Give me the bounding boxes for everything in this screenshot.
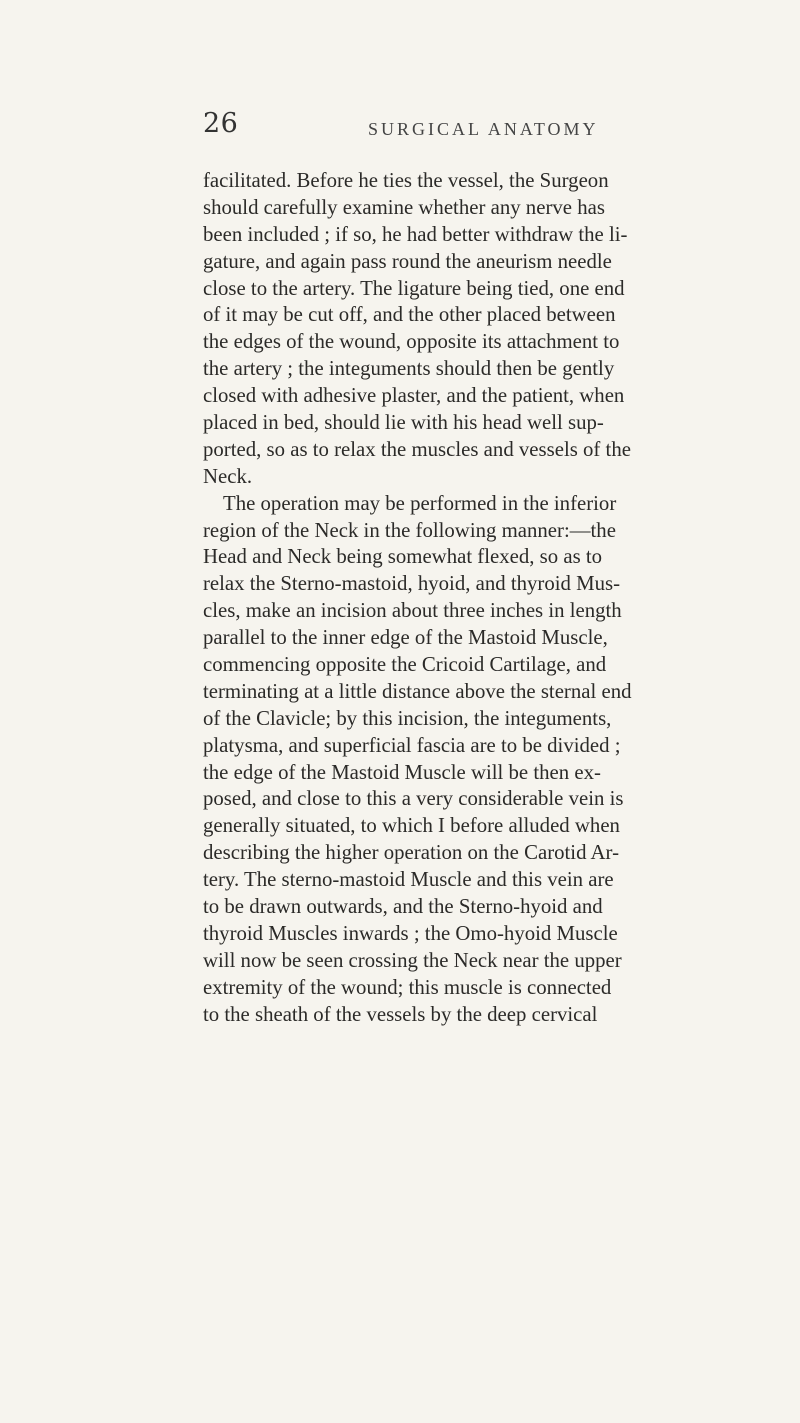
text-line: platysma, and superficial fascia are to be divided ; <box>203 733 621 757</box>
text-line: close to the artery. The ligature being tied, one end <box>203 276 625 300</box>
text-line: facilitated. Before he ties the vessel, the Surgeon <box>203 169 609 192</box>
text-line: describing the higher operation on the Carotid Ar- <box>203 841 619 865</box>
text-line: commencing opposite the Cricoid Cartilage, and <box>203 653 607 677</box>
body-text <box>203 168 800 1029</box>
text-line: closed with adhesive plaster, and the patient, when <box>203 384 625 408</box>
text-line: extremity of the wound; this muscle is connected <box>203 975 612 999</box>
text-line: relax the Sterno-mastoid, hyoid, and thyroid Mus- <box>203 572 621 596</box>
text-line: posed, and close to this a very considerable vein is <box>203 787 624 811</box>
text-line: generally situated, to which I before alluded when <box>203 814 620 838</box>
text-line: to be drawn outwards, and the Sterno-hyoid and <box>203 895 603 919</box>
text-line: cles, make an incision about three inches in length <box>203 599 622 623</box>
text-line: the edge of the Mastoid Muscle will be then ex- <box>203 760 601 784</box>
text-line: placed in bed, should lie with his head well sup- <box>203 411 604 435</box>
text-line: tery. The sterno-mastoid Muscle and this vein are <box>203 868 614 892</box>
running-head: SURGICAL ANATOMY <box>368 119 599 139</box>
text-line: should carefully examine whether any nerve has <box>203 195 605 219</box>
text-line: been included ; if so, he had better withdraw the li- <box>203 222 628 246</box>
text-line: Neck. <box>203 464 253 488</box>
text-line: ported, so as to relax the muscles and vessels of the <box>203 437 631 461</box>
text-line: parallel to the inner edge of the Mastoid Muscle, <box>203 626 608 650</box>
text-line: of it may be cut off, and the other placed between <box>203 303 616 327</box>
text-line: thyroid Muscles inwards ; the Omo-hyoid Muscle <box>203 921 618 945</box>
text-line: terminating at a little distance above the sternal end <box>203 679 632 703</box>
page-header <box>160 108 800 148</box>
text-line: of the Clavicle; by this incision, the integuments, <box>203 706 612 730</box>
text-line: gature, and again pass round the aneurism needle <box>203 249 612 273</box>
text-line: the edges of the wound, opposite its attachment to <box>203 330 620 354</box>
text-line: the artery ; the integuments should then be gently <box>203 357 615 381</box>
text-line: Head and Neck being somewhat flexed, so as to <box>203 545 603 569</box>
text-line: will now be seen crossing the Neck near the upper <box>203 948 622 972</box>
paragraph-start-line: The operation may be performed in the inferior <box>223 491 617 515</box>
text-line: region of the Neck in the following manner:—the <box>203 518 616 542</box>
page-number: 26 <box>203 108 239 139</box>
text-line: to the sheath of the vessels by the deep cervical <box>203 1002 598 1026</box>
